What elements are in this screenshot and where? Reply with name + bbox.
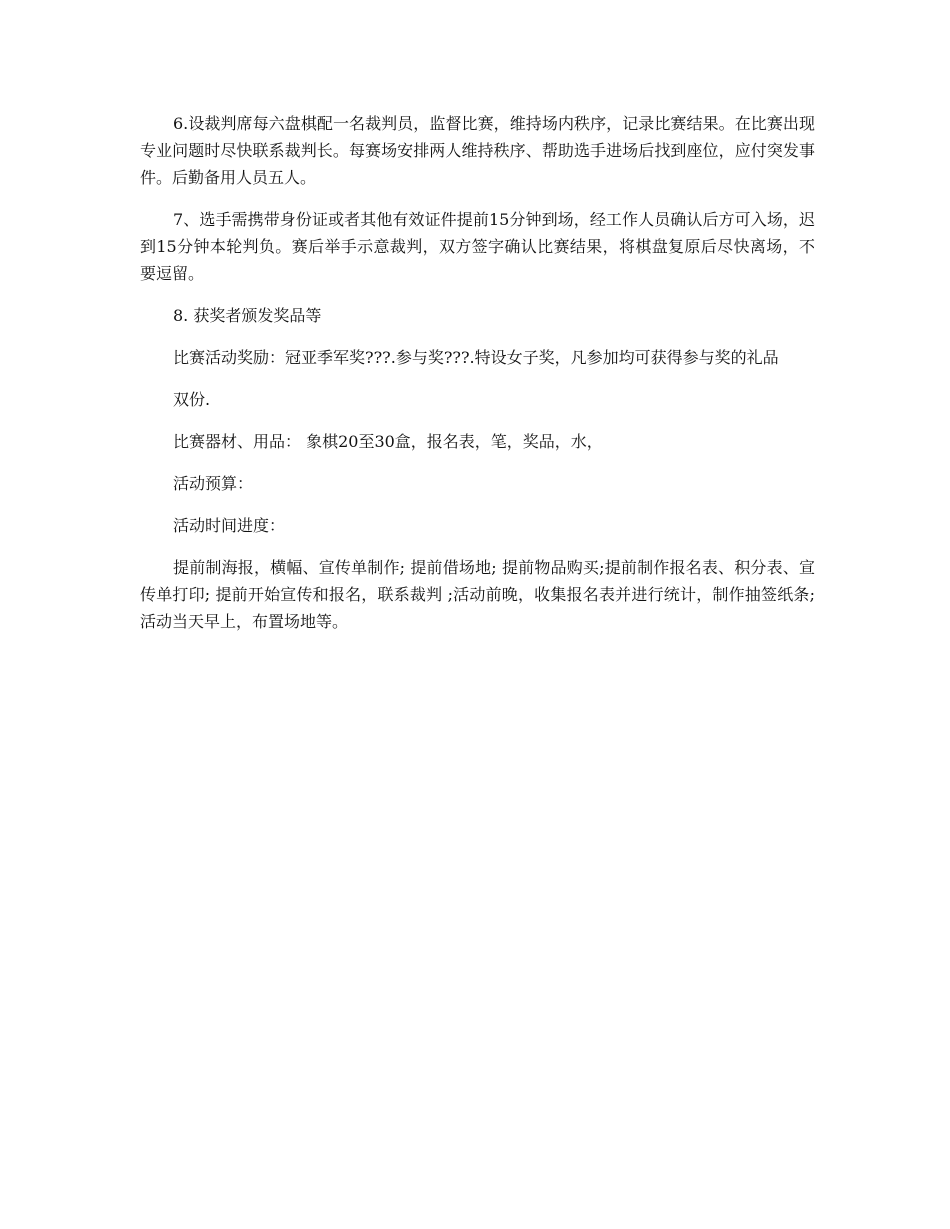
equipment-line: 比赛器材、用品： 象棋20至30盒，报名表，笔，奖品，水， xyxy=(173,432,603,451)
paragraph-referees: 6.设裁判席每六盘棋配一名裁判员，监督比赛，维持场内秩序，记录比赛结果。在比赛出现专业问题时尽快联系裁判长。每赛场安排两人维持秩序、帮助选手进场后找到座位，应付突发事件。后勤备用人员五人。 xyxy=(140,114,815,187)
document-body xyxy=(140,110,815,650)
budget-line: 活动预算： xyxy=(173,474,254,493)
paragraph-schedule: 提前制海报，横幅、宣传单制作; 提前借场地; 提前物品购买;提前制作报名表、积分表、宣传单打印; 提前开始宣传和报名，联系裁判 ;活动前晚，收集报名表并进行统计，制作抽签纸条;活动当天早上，布置场地等。 xyxy=(140,558,815,631)
paragraph-player-rules: 7、选手需携带身份证或者其他有效证件提前15分钟到场，经工作人员确认后方可入场，迟到15分钟本轮判负。赛后举手示意裁判，双方签字确认比赛结果，将棋盘复原后尽快离场，不要逗留。 xyxy=(140,210,815,283)
awards-text-continued: 双份. xyxy=(173,390,211,409)
schedule-heading: 活动时间进度： xyxy=(173,516,286,535)
awards-heading: 8. 获奖者颁发奖品等 xyxy=(173,306,322,325)
awards-text: 比赛活动奖励：冠亚季军奖???.参与奖???.特设女子奖，凡参加均可获得参与奖的礼品 xyxy=(173,348,779,367)
